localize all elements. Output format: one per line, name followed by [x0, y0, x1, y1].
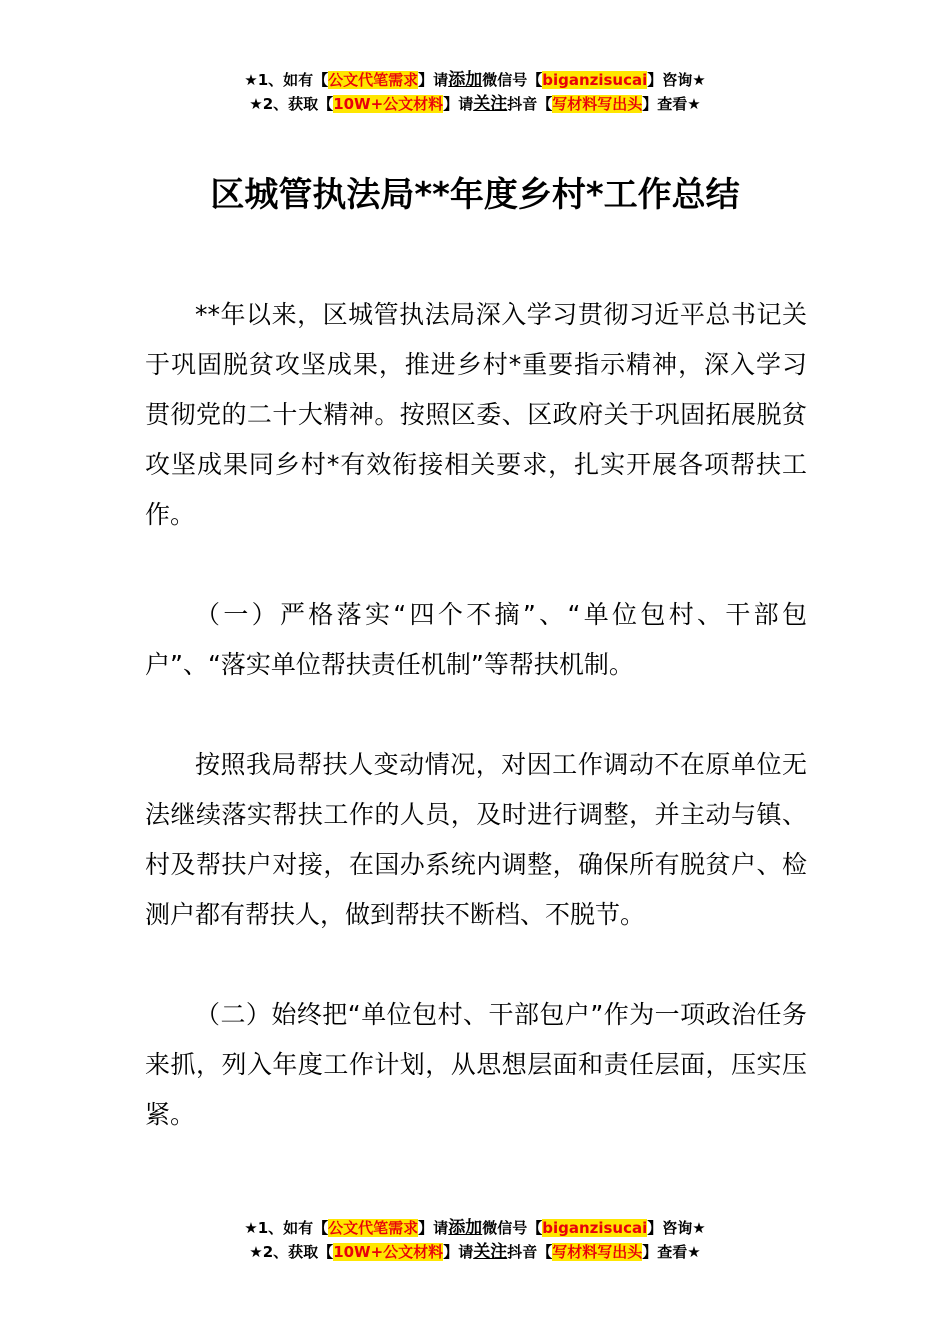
- banner-highlight: 10W+公文材料: [333, 1243, 444, 1261]
- banner-text: 微信号【: [482, 1219, 543, 1237]
- header-banner: [0, 68, 950, 116]
- banner-line-1: [0, 68, 950, 92]
- banner-prefix: ★1、如有【: [244, 71, 329, 89]
- banner-text: 】请: [418, 1219, 449, 1237]
- banner-highlight: 10W+公文材料: [333, 95, 444, 113]
- banner-text: 微信号【: [482, 71, 543, 89]
- banner-text: 抖音【: [507, 1243, 553, 1261]
- banner-text: 抖音【: [507, 95, 553, 113]
- banner-highlight: 公文代笔需求: [328, 1219, 419, 1237]
- paragraph-section-1: （一）严格落实“四个不摘”、“单位包村、干部包户”、“落实单位帮扶责任机制”等帮扶机制。: [145, 600, 807, 679]
- banner-emphasis: 关注: [473, 1242, 508, 1262]
- banner-line-2: [0, 92, 950, 116]
- banner-highlight: 公文代笔需求: [328, 71, 419, 89]
- banner-emphasis: 关注: [473, 94, 508, 114]
- document-title: 区城管执法局**年度乡村*工作总结: [210, 174, 740, 215]
- paragraph-intro: **年以来，区城管执法局深入学习贯彻习近平总书记关于巩固脱贫攻坚成果，推进乡村*重要指示精神，深入学习贯彻党的二十大精神。按照区委、区政府关于巩固拓展脱贫攻坚成果同乡村*有效衔接相关要求，扎实开展各项帮扶工作。: [145, 300, 807, 529]
- banner-wechat-id: biganzisucai: [542, 1219, 648, 1237]
- banner-prefix: ★1、如有【: [244, 1219, 329, 1237]
- banner-emphasis: 添加: [448, 1218, 483, 1238]
- banner-text: 】请: [418, 71, 449, 89]
- banner-text: 】咨询★: [647, 71, 706, 89]
- document-body: [145, 290, 807, 1190]
- banner-wechat-id: biganzisucai: [542, 71, 648, 89]
- banner-line-2: [0, 1240, 950, 1264]
- footer-banner: [0, 1216, 950, 1264]
- banner-douyin-id: 写材料写出头: [552, 95, 643, 113]
- banner-prefix: ★2、获取【: [249, 95, 334, 113]
- paragraph-section-2: （二）始终把“单位包村、干部包户”作为一项政治任务来抓，列入年度工作计划，从思想层面和责任层面，压实压紧。: [145, 1000, 807, 1129]
- banner-douyin-id: 写材料写出头: [552, 1243, 643, 1261]
- banner-text: 】查看★: [642, 1243, 701, 1261]
- paragraph-adjustment: 按照我局帮扶人变动情况，对因工作调动不在原单位无法继续落实帮扶工作的人员，及时进行调整，并主动与镇、村及帮扶户对接，在国办系统内调整，确保所有脱贫户、检测户都有帮扶人，做到帮扶不断档、不脱节。: [145, 750, 807, 929]
- banner-text: 】咨询★: [647, 1219, 706, 1237]
- banner-text: 】请: [443, 95, 474, 113]
- banner-text: 】请: [443, 1243, 474, 1261]
- banner-line-1: [0, 1216, 950, 1240]
- banner-text: 】查看★: [642, 95, 701, 113]
- banner-prefix: ★2、获取【: [249, 1243, 334, 1261]
- banner-emphasis: 添加: [448, 70, 483, 90]
